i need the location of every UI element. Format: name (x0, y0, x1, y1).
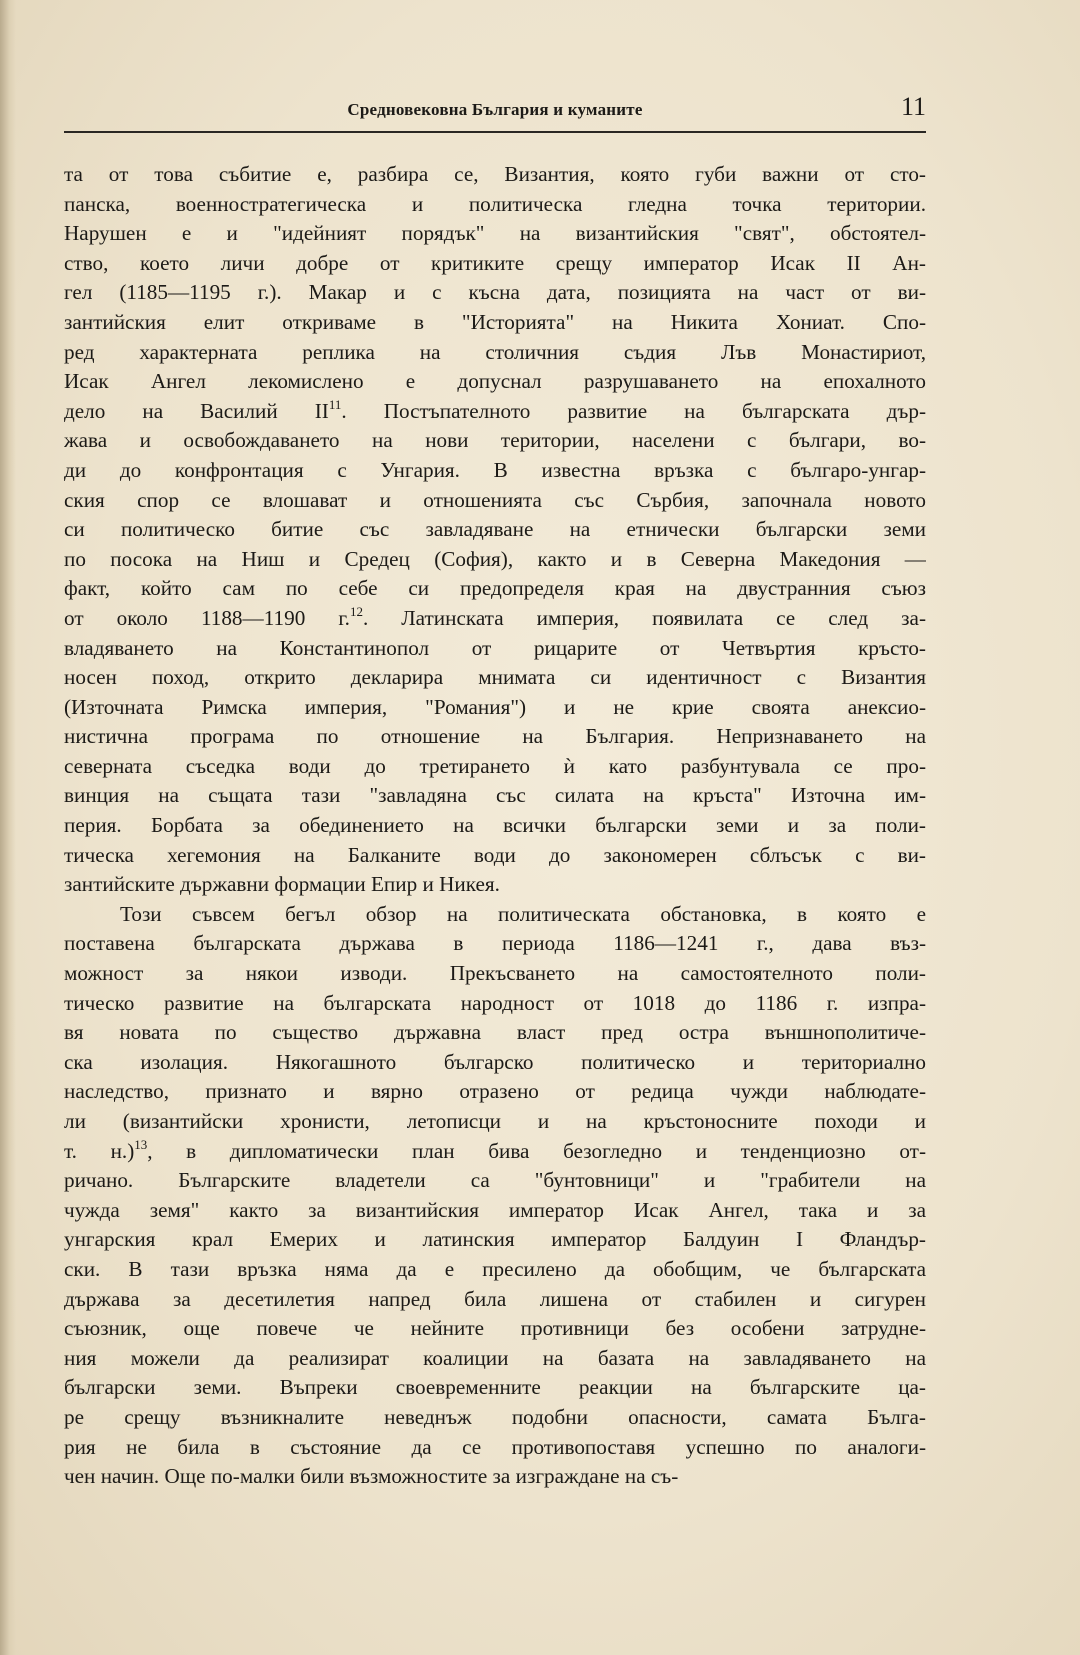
text-line: ди до конфронтация с Унгария. В известна връзка с българо-унгар- (64, 457, 926, 482)
footnote-reference[interactable]: 12 (349, 603, 363, 619)
text-line: владяването на Константинопол от рицарите от Четвъртия кръсто- (64, 635, 926, 660)
text-segment: . Постъпателното развитие на българската дър- (341, 398, 926, 423)
paragraph-1 (64, 160, 926, 900)
paragraph-2 (64, 900, 926, 1492)
text-line: гел (1185—1195 г.). Макар и с късна дата, позицията на част от ви- (64, 280, 926, 305)
text-line: жава и освобождаването на нови територии, населени с българи, во- (64, 428, 926, 453)
text-line: ричано. Българските владетели са "бунтовници" и "грабители на (64, 1168, 926, 1193)
text-line: наследство, признато и вярно отразено от редица чужди наблюдате- (64, 1079, 926, 1104)
text-line: чен начин. Още по-малки били възможностите за изграждане на съ- (64, 1464, 679, 1489)
text-segment: т. н.) (64, 1138, 135, 1163)
text-line (64, 1137, 926, 1167)
text-line: ред характерната реплика на столичния съдия Лъв Монастириот, (64, 339, 926, 364)
text-line: по посока на Ниш и Средец (София), както и в Северна Македония — (64, 546, 926, 571)
text-line: ния можели да реализират коалиции на базата на завладяването на (64, 1345, 926, 1370)
text-line: ре срещу възникналите неведнъж подобни опасности, самата Бълга- (64, 1404, 926, 1429)
text-line: си политическо битие със завладяване на етнически български земи (64, 517, 926, 542)
footnote-reference[interactable]: 11 (328, 396, 342, 412)
text-line: съюзник, още повече че нейните противници без особени затрудне- (64, 1316, 926, 1341)
text-line: нистична програма по отношение на България. Непризнаването на (64, 724, 926, 749)
text-line: та от това събитие е, разбира се, Византия, която губи важни от сто- (64, 162, 926, 186)
text-segment: от около 1188—1190 г. (64, 605, 350, 630)
page-binding-edge (0, 0, 16, 1655)
text-line: панска, военностратегическа и политическа гледна точка територии. (64, 191, 926, 216)
text-line: унгарския крал Емерих и латинския император Балдуин I Фландър- (64, 1227, 926, 1252)
text-line: Исак Ангел лекомислено е допуснал разрушаването на епохалното (64, 369, 926, 394)
text-line: Нарушен е и "идейният порядък" на византийския "свят", обстоятел- (64, 221, 926, 246)
body-text (64, 160, 926, 1492)
text-line: северната съседка води до третирането ѝ като разбунтувала се про- (64, 753, 926, 778)
text-line: ство, което личи добре от критиките срещу император Исак II Ан- (64, 250, 926, 275)
running-title: Средновековна България и куманите (347, 100, 643, 119)
text-segment: , в дипломатически план бива безогледно и тенденциозно от- (147, 1138, 926, 1163)
text-line: ли (византийски хронисти, летописци и на кръстоносните походи и (64, 1109, 926, 1133)
text-line: носен поход, открито декларира мнимата си идентичност с Византия (64, 665, 926, 690)
text-line: тическа хегемония на Балканите води до закономерен сблъсък с ви- (64, 842, 926, 867)
text-line: български земи. Въпреки своевременните реакции на българските ца- (64, 1375, 926, 1400)
text-line: (Източната Римска империя, "Романия") и не крие своята анексио- (64, 694, 926, 719)
page-number: 11 (900, 92, 926, 121)
text-line: ския спор се влошават и отношенията със Сърбия, започнала новото (64, 487, 926, 512)
text-line: можност за някои изводи. Прекъсването на самостоятелното поли- (64, 961, 926, 986)
text-line: рия не била в състояние да се противопоставя успешно по аналоги- (64, 1434, 926, 1459)
text-line: ски. В тази връзка няма да е пресилено да обобщим, че българската (64, 1256, 926, 1281)
text-line (64, 604, 926, 634)
text-line: факт, който сам по себе си предопределя края на двустранния съюз (64, 576, 926, 601)
text-line: зантийския елит откриваме в "Историята" на Никита Хониат. Спо- (64, 309, 926, 334)
text-line: тическо развитие на българската народност от 1018 до 1186 г. изпра- (64, 990, 926, 1015)
text-line (64, 397, 926, 427)
text-line: Този съвсем бегъл обзор на политическата обстановка, в която е (120, 901, 926, 926)
text-line: ска изолация. Някогашното българско политическо и териториално (64, 1049, 926, 1074)
text-line: чужда земя" както за византийския император Исак Ангел, така и за (64, 1197, 926, 1222)
header-rule (64, 131, 926, 133)
text-segment: дело на Василий II (64, 398, 329, 423)
footnote-reference[interactable]: 13 (134, 1136, 148, 1152)
text-line: държава за десетилетия напред била лишена от стабилен и сигурен (64, 1286, 926, 1311)
text-line: поставена българската държава в периода 1186—1241 г., дава въз- (64, 931, 926, 956)
text-line: зантийските държавни формации Епир и Никея. (64, 872, 500, 897)
text-line: вя новата по същество държавна власт пред остра външнополитиче- (64, 1020, 926, 1045)
text-segment: . Латинската империя, появилата се след за- (362, 605, 926, 630)
text-line: винция на същата тази "завладяна със силата на кръста" Източна им- (64, 783, 926, 808)
page-header (64, 92, 926, 132)
text-line: перия. Борбата за обединението на всички български земи и за поли- (64, 813, 926, 838)
